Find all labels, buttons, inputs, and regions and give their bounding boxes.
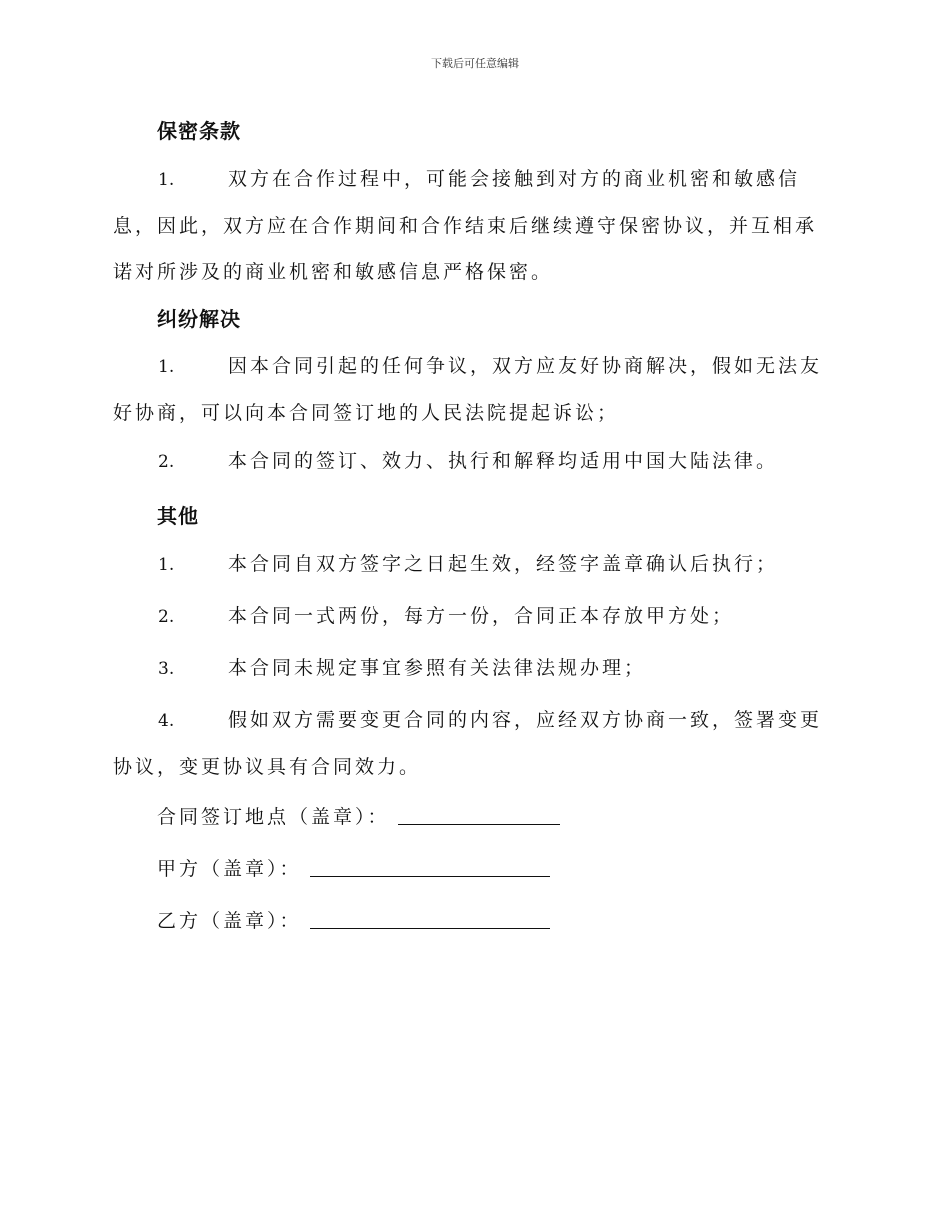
- clause-confidentiality-1: [113, 156, 833, 295]
- clause-other-4: [113, 697, 833, 790]
- clause-text: 假如双方需要变更合同的内容，应经双方协商一致，签署变更协议，变更协议具有合同效力。: [113, 709, 823, 778]
- clause-number: 4.: [158, 711, 175, 731]
- section-heading-other: 其他: [157, 504, 199, 528]
- signature-party-a-label: 甲方（盖章）：: [157, 858, 302, 880]
- clause-number: 2.: [158, 452, 175, 472]
- signature-party-b-label: 乙方（盖章）：: [157, 910, 302, 932]
- clause-dispute-1: [113, 343, 833, 436]
- clause-text: 本合同的签订、效力、执行和解释均适用中国大陆法律。: [228, 450, 779, 472]
- clause-number: 1.: [158, 170, 175, 190]
- clause-text: 本合同未规定事宜参照有关法律法规办理；: [228, 657, 647, 679]
- signature-location-blank: [398, 806, 560, 825]
- clause-text: 双方在合作过程中，可能会接触到对方的商业机密和敏感信息，因此，双方应在合作期间和合作结束后继续遵守保密协议，并互相承诺对所涉及的商业机密和敏感信息严格保密。: [113, 168, 818, 283]
- signature-party-b: [157, 906, 550, 933]
- signature-party-b-blank: [310, 910, 550, 929]
- clause-dispute-2: [113, 438, 833, 485]
- signature-party-a-blank: [310, 858, 550, 877]
- section-heading-dispute: 纠纷解决: [157, 307, 241, 331]
- signature-party-a: [157, 854, 550, 881]
- clause-number: 3.: [158, 659, 175, 679]
- signature-location: [157, 802, 560, 829]
- clause-number: 2.: [158, 607, 175, 627]
- clause-text: 本合同自双方签字之日起生效，经签字盖章确认后执行；: [228, 553, 779, 575]
- signature-location-label: 合同签订地点（盖章）：: [157, 806, 390, 828]
- clause-number: 1.: [158, 555, 175, 575]
- clause-text: 因本合同引起的任何争议，双方应友好协商解决，假如无法友好协商，可以向本合同签订地的人民法院提起诉讼；: [113, 355, 823, 424]
- section-heading-confidentiality: 保密条款: [157, 119, 241, 143]
- clause-other-1: [113, 541, 833, 588]
- clause-other-3: [113, 645, 833, 692]
- clause-other-2: [113, 593, 833, 640]
- clause-number: 1.: [158, 357, 175, 377]
- clause-text: 本合同一式两份，每方一份，合同正本存放甲方处；: [228, 605, 735, 627]
- page-header: 下载后可任意编辑: [431, 57, 519, 70]
